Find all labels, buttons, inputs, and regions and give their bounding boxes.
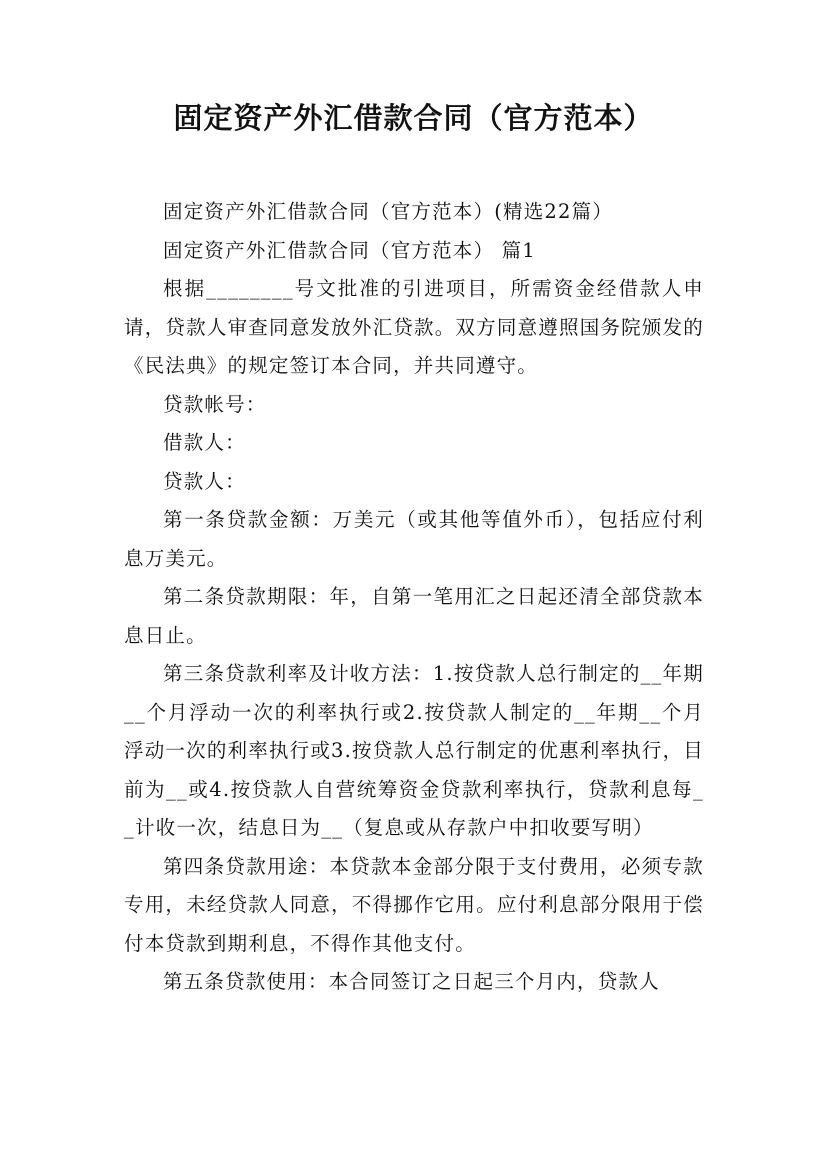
- document-title: 固定资产外汇借款合同（官方范本）: [173, 101, 654, 135]
- document-body: [124, 193, 704, 1002]
- paragraph-borrower: 借款人：: [163, 431, 246, 454]
- paragraph-section-heading: 固定资产外汇借款合同（官方范本） 篇1: [163, 238, 536, 262]
- paragraph-article-1: 第一条贷款金额：万美元（或其他等值外币），包括应付利息万美元。: [124, 508, 704, 570]
- paragraph-article-3: 第三条贷款利率及计收方法：1.按贷款人总行制定的__年期__个月浮动一次的利率执行或2.按贷款人制定的__年期__个月浮动一次的利率执行或3.按贷款人总行制定的优惠利率执行，目前为__或4.按贷款人自营统筹资金贷款利率执行，贷款利息每__计收一次，结息日为__（复息或从存款户中扣收要写明）: [124, 662, 704, 839]
- paragraph-loan-account: 贷款帐号：: [163, 392, 267, 416]
- paragraph-article-5: 第五条贷款使用：本合同签订之日起三个月内，贷款人: [163, 970, 660, 993]
- paragraph-preamble: 根据________号文批准的引进项目，所需资金经借款人申请，贷款人审查同意发放外汇贷款。双方同意遵照国务院颁发的《民法典》的规定签订本合同，并共同遵守。: [124, 277, 704, 377]
- paragraph-lender: 贷款人：: [163, 469, 246, 493]
- paragraph-subtitle: 固定资产外汇借款合同（官方范本）(精选22篇）: [163, 200, 614, 223]
- paragraph-article-4: 第四条贷款用途：本贷款本金部分限于支付费用，必须专款专用，未经贷款人同意，不得挪作它用。应付利息部分限用于偿付本贷款到期利息，不得作其他支付。: [124, 854, 704, 955]
- paragraph-article-2: 第二条贷款期限：年，自第一笔用汇之日起还清全部贷款本息日止。: [124, 585, 704, 647]
